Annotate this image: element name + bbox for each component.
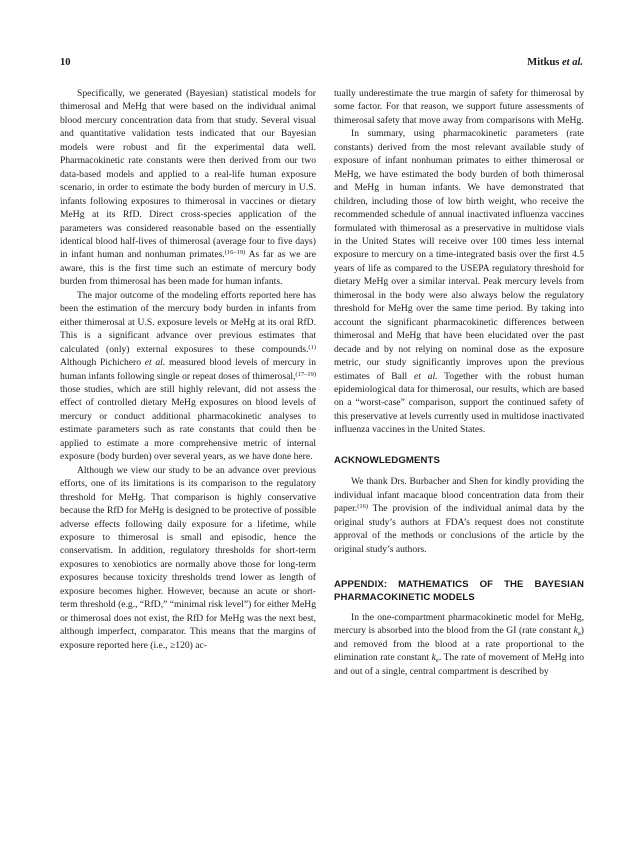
paragraph-limitations: Although we view our study to be an advance over previous efforts, one of its limitations is its comparison to the regulatory threshold for MeHg. That comparison is highly conservative because the RfD for MeHg is designed to be protective of possible adverse effects following daily exposure for a lifetime, while exposure to thimerosal is small and episodic, hence the conservatism. In addition, regulatory thresholds for short-term exposures to xenobiotics are normally above those for long-term exposures because toxicity thresholds trend lower as length of exposure becomes higher. However, because an acute or short-term threshold (e.g., “RfD,” “minimal risk level”) for either MeHg or thimerosal does not exist, the RfD for MeHg was the next best, although imperfect, comparator. This means that the margins of exposure reported here (i.e., ≥120) ac- <box>60 464 317 651</box>
paragraph-text: As far as we are aware, this is the first time such an estimate of mercury body burden from thimerosal has been made for human infants. <box>60 249 316 288</box>
paragraph-text: The major outcome of the modeling efforts reported here has been the estimation of the mercury body burden in infants from either thimerosal at U.S. exposure levels or MeHg at its oral RfD. This is a significant advance over previous estimates that calculated (only) external exposures to these compounds. <box>60 289 316 355</box>
paragraph-continued: tually underestimate the true margin of safety for thimerosal by some factor. For that reason, we support future assessments of thimerosal safety that move away from comparisons with MeHg. <box>334 88 584 126</box>
paragraph-outcome <box>60 289 316 464</box>
citation: (1) <box>308 343 316 351</box>
paragraph-text: We thank Drs. Burbacher and Shen for kindly providing the individual infant macaque blood concentration data from their paper. <box>334 476 584 515</box>
paragraph-text: The provision of the individual animal data by the original study’s authors at FDA’s request does not constitute approval of the methods or conclusions of the article by the original study’s authors. <box>334 503 584 555</box>
paragraph-text: those studies, which are still highly relevant, did not assess the effect of controlled dietary MeHg exposures on blood levels of mercury or conduct additional pharmacokinetic analyses to estimate parameters such as rate constants that could then be applied to estimate a more comprehensive metric of internal exposure (body burden) over several years, as we have done here. <box>60 383 316 463</box>
paragraph-appendix <box>334 611 584 678</box>
symbol-subscript: e <box>435 657 439 665</box>
left-column <box>60 87 316 652</box>
paragraph-text: Together with the robust human epidemiological data for thimerosal, our results, which are based on a “worst-case” comparison, support the continued safety of this preservative at levels currently used in multidose inactivated influenza vaccines in the United States. <box>334 370 584 436</box>
paragraph-text: Although Pichichero <box>60 357 145 369</box>
appendix-heading: APPENDIX: MATHEMATICS OF THE BAYESIAN PHARMACOKINETIC MODELS <box>334 578 584 604</box>
right-column <box>334 87 584 678</box>
paragraph-text: . The rate of movement of MeHg into and out of a single, central compartment is described by <box>334 652 584 677</box>
page-number: 10 <box>60 57 71 68</box>
etal-italic: et al. <box>144 357 166 369</box>
running-title <box>527 57 583 68</box>
paragraph-acknowledgments <box>334 475 584 556</box>
running-header <box>60 57 583 71</box>
paragraph-text: In the one-compartment pharmacokinetic model for MeHg, mercury is absorbed into the blood from the GI (rate constant <box>334 611 584 637</box>
citation: (16) <box>357 502 369 510</box>
symbol-k: k <box>573 625 578 637</box>
paragraph-text: ) and removed from the blood at a rate proportional to the elimination rate constant <box>334 625 584 664</box>
paragraph-text: In summary, using pharmacokinetic parameters (rate constants) derived from the most relevant available study of exposure of infant nonhuman primates to either thimerosal or MeHg, we have estimated the body burden of both thimerosal and MeHg in human infants. We have demonstrated that children, including those of low birth weight, who receive the recommended schedule of annual inactivated influenza vaccines formulated with thimerosal as a preservative in multidose vials in the United States will receive over 100 times less internal exposure to mercury on a time-integrated basis over the first 4.5 years of life as compared to the USEPA regulatory threshold for dietary MeHg over a similar interval. Peak mercury levels from thimerosal in the body were also always below the regulatory threshold for MeHg over the same time period. By taking into account the significant pharmacokinetic differences between thimerosal and MeHg that have been elucidated over the past decade and by not relying on nominal dose as the exposure metric, our study significantly improves upon the previous estimates of Ball <box>334 128 584 382</box>
paragraph-text: Specifically, we generated (Bayesian) statistical models for thimerosal and MeHg that were based on the individual animal blood mercury concentration data from that study. Several visual and quantitative validation tests indicated that our Bayesian models were robust and fit the experimental data well. Pharmacokinetic rate constants were then derived from our two data-based models and applied to a real-life human exposure scenario, in order to estimate the body burden of mercury in U.S. infants following exposures to thimerosal in vaccines or dietary MeHg at its RfD. Direct cross-species application of the parameters was considered reasonable based on the essentially identical blood half-lives of thimerosal (average four to five days) in infant human and nonhuman primates. <box>60 88 316 261</box>
running-author: Mitkus <box>527 57 560 68</box>
paragraph-summary <box>334 127 584 436</box>
paragraph-text: measured blood levels of mercury in human infants following single or repeat doses of thimerosal, <box>60 357 317 382</box>
acknowledgments-heading: ACKNOWLEDGMENTS <box>334 454 440 466</box>
paragraph-methods <box>60 87 316 289</box>
symbol-subscript: a <box>577 630 581 638</box>
citation: (17–19) <box>295 370 316 378</box>
citation: (16–19) <box>224 249 246 257</box>
symbol-k: k <box>431 652 436 664</box>
running-etal: et al. <box>562 57 583 68</box>
etal-italic: et al. <box>413 370 438 382</box>
